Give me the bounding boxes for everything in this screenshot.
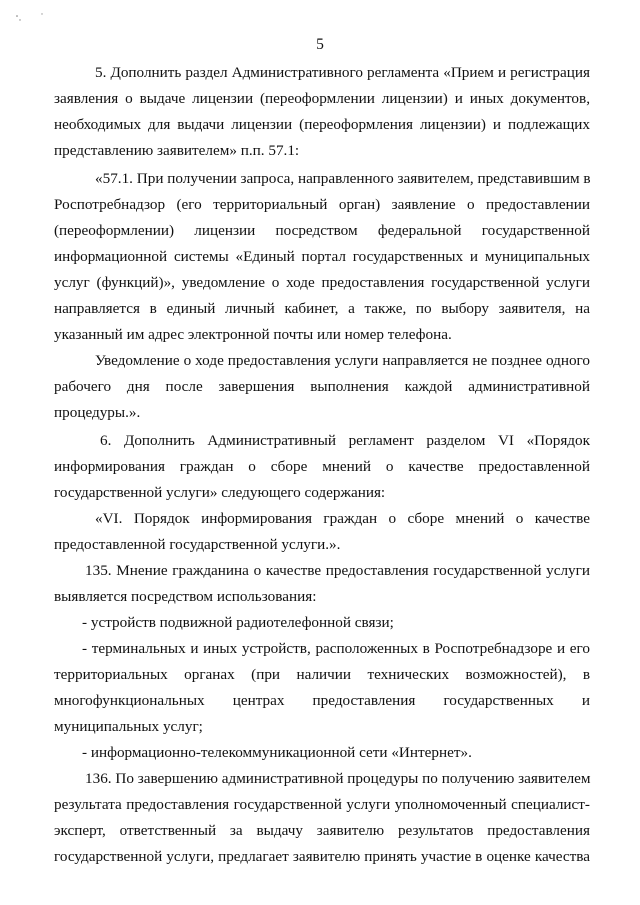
- text-line: указанный им адрес электронной почты или номер телефона.: [54, 326, 452, 343]
- text-line: государственной услуги, предлагает заявителю принять участие в оценке качества: [54, 848, 590, 865]
- text-line: Роспотребнадзор (его территориальный орган) заявление о предоставлении: [54, 196, 590, 213]
- text-line: 136. По завершению административной процедуры по получению заявителем: [85, 770, 591, 787]
- text-line: рабочего дня после завершения выполнения каждой административной: [54, 378, 590, 395]
- text-line: предоставленной государственной услуги.».: [54, 536, 341, 553]
- text-line: «57.1. При получении запроса, направленного заявителем, представившим в: [95, 170, 591, 187]
- text-line: 5. Дополнить раздел Административного регламента «Прием и регистрация: [95, 64, 590, 81]
- text-line: представлению заявителем» п.п. 57.1:: [54, 142, 300, 159]
- text-line: направляется в единый личный кабинет, а также, по выбору заявителя, на: [54, 300, 590, 317]
- text-line: эксперт, ответственный за выдачу заявителю результатов предоставления: [54, 822, 590, 839]
- text-line: многофункциональных центрах предоставления государственных и: [54, 692, 590, 709]
- text-line: необходимых для выдачи лицензии (переоформления лицензии) и подлежащих: [54, 116, 590, 133]
- text-line: муниципальных услуг;: [54, 718, 203, 735]
- text-line: результата предоставления государственной услуги уполномоченный специалист-: [54, 796, 590, 813]
- list-item: - терминальных и иных устройств, расположенных в Роспотребнадзоре и его: [82, 640, 590, 657]
- text-line: услуг (функций)», уведомление о ходе предоставления государственной услуги: [54, 274, 590, 291]
- text-line: Уведомление о ходе предоставления услуги направляется не позднее одного: [95, 352, 590, 369]
- text-line: 135. Мнение гражданина о качестве предоставления государственной услуги: [85, 562, 590, 579]
- text-line: территориальных органах (при наличии технических возможностей), в: [54, 666, 590, 683]
- text-line: выявляется посредством использования:: [54, 588, 317, 605]
- text-line: заявления о выдаче лицензии (переоформлении лицензии) и иных документов,: [54, 90, 590, 107]
- scan-specks: [14, 8, 54, 28]
- text-line: государственной услуги» следующего содержания:: [54, 484, 386, 501]
- page-number: 5: [316, 36, 324, 53]
- list-item: - устройств подвижной радиотелефонной связи;: [82, 614, 394, 631]
- text-line: 6. Дополнить Административный регламент разделом VI «Порядок: [100, 432, 590, 449]
- text-line: информационной системы «Единый портал государственных и муниципальных: [54, 248, 590, 265]
- text-line: процедуры.».: [54, 404, 141, 421]
- text-line: (переоформлении) лицензии посредством федеральной государственной: [54, 222, 590, 239]
- text-line: информирования граждан о сборе мнений о качестве предоставленной: [54, 458, 590, 475]
- list-item: - информационно-телекоммуникационной сети «Интернет».: [82, 744, 472, 761]
- text-line: «VI. Порядок информирования граждан о сборе мнений о качестве: [95, 510, 590, 527]
